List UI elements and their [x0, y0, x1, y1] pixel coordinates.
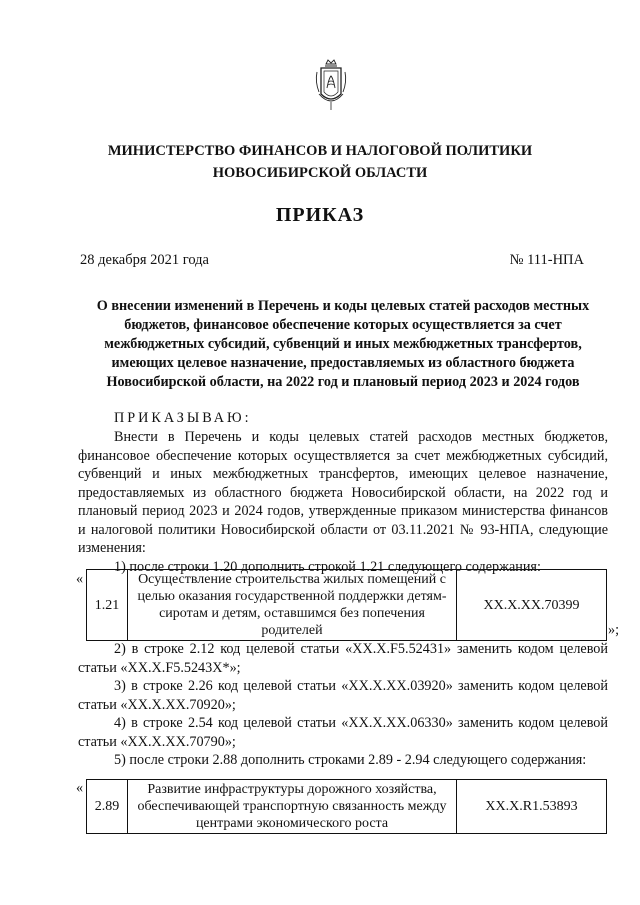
- amendment-table-2: [86, 779, 607, 834]
- table-row: [87, 780, 607, 834]
- row-description: Осуществление строительства жилых помещений с целью оказания государственной поддержки детям-сиротам и детям, оставшимся без попечения родителей: [128, 570, 457, 641]
- document-number: № 111-НПА: [509, 252, 584, 268]
- row-code: ХХ.Х.R1.53893: [457, 780, 607, 834]
- document-type: ПРИКАЗ: [275, 204, 365, 226]
- table-row: [87, 570, 607, 641]
- row-number: 1.21: [87, 570, 128, 641]
- amendment-table-1: [86, 569, 607, 641]
- row-code: ХХ.Х.ХХ.70399: [457, 570, 607, 641]
- document-subject: О внесении изменений в Перечень и коды целевых статей расходов местных бюджетов, финансовое обеспечение которых осуществляется за счет межбюджетных субсидий, субвенций и иных межбюджетных трансфертов, имеющих целевое назначение, предоставляемых из областного бюджета Новосибирской области, на 2022 год и плановый период 2023 и 2024 годов: [96, 298, 590, 390]
- item-3: 3) в строке 2.26 код целевой статьи «ХХ.Х.ХХ.03920» заменить кодом целевой статьи «ХХ.Х.ХХ.70920»;: [78, 678, 608, 713]
- coat-of-arms-emblem: [313, 58, 349, 112]
- document-date: 28 декабря 2021 года: [80, 252, 209, 268]
- quote-open-1: «: [76, 571, 84, 587]
- ministry-title-line1: МИНИСТЕРСТВО ФИНАНСОВ И НАЛОГОВОЙ ПОЛИТИКИ: [107, 143, 533, 159]
- quote-close-1: »;: [608, 622, 620, 638]
- ministry-title-line2: НОВОСИБИРСКОЙ ОБЛАСТИ: [212, 165, 428, 181]
- item-1: 1) после строки 1.20 дополнить строкой 1.21 следующего содержания:: [114, 558, 541, 575]
- item-4: 4) в строке 2.54 код целевой статьи «ХХ.Х.ХХ.06330» заменить кодом целевой статьи «ХХ.Х.ХХ.70790»;: [78, 715, 608, 750]
- intro-paragraph: Внести в Перечень и коды целевых статей расходов местных бюджетов, финансовое обеспечение которых осуществляется за счет межбюджетных субсидий, субвенций и иных межбюджетных трансфертов, имеющих целевое назначение, предоставляемых из областного бюджета Новосибирской области, на 2022 год и плановый период 2023 и 2024 годов, утвержденные приказом министерства финансов и налоговой политики Новосибирской области от 03.11.2021 № 93-НПА, следующие изменения:: [78, 429, 608, 556]
- row-number: 2.89: [87, 780, 128, 834]
- document-body: [78, 408, 608, 576]
- document-body-continued: [78, 640, 608, 770]
- item-5: 5) после строки 2.88 дополнить строками 2.89 - 2.94 следующего содержания:: [114, 752, 587, 768]
- order-word: ПРИКАЗЫВАЮ:: [114, 410, 252, 426]
- quote-open-2: «: [76, 780, 84, 796]
- item-2: 2) в строке 2.12 код целевой статьи «ХХ.Х.F5.52431» заменить кодом целевой статьи «ХХ.Х.F5.5243Х*»;: [78, 641, 608, 676]
- row-description: Развитие инфраструктуры дорожного хозяйства, обеспечивающей транспортную связанность между центрами экономического роста: [128, 780, 457, 834]
- ministry-title: [0, 140, 640, 184]
